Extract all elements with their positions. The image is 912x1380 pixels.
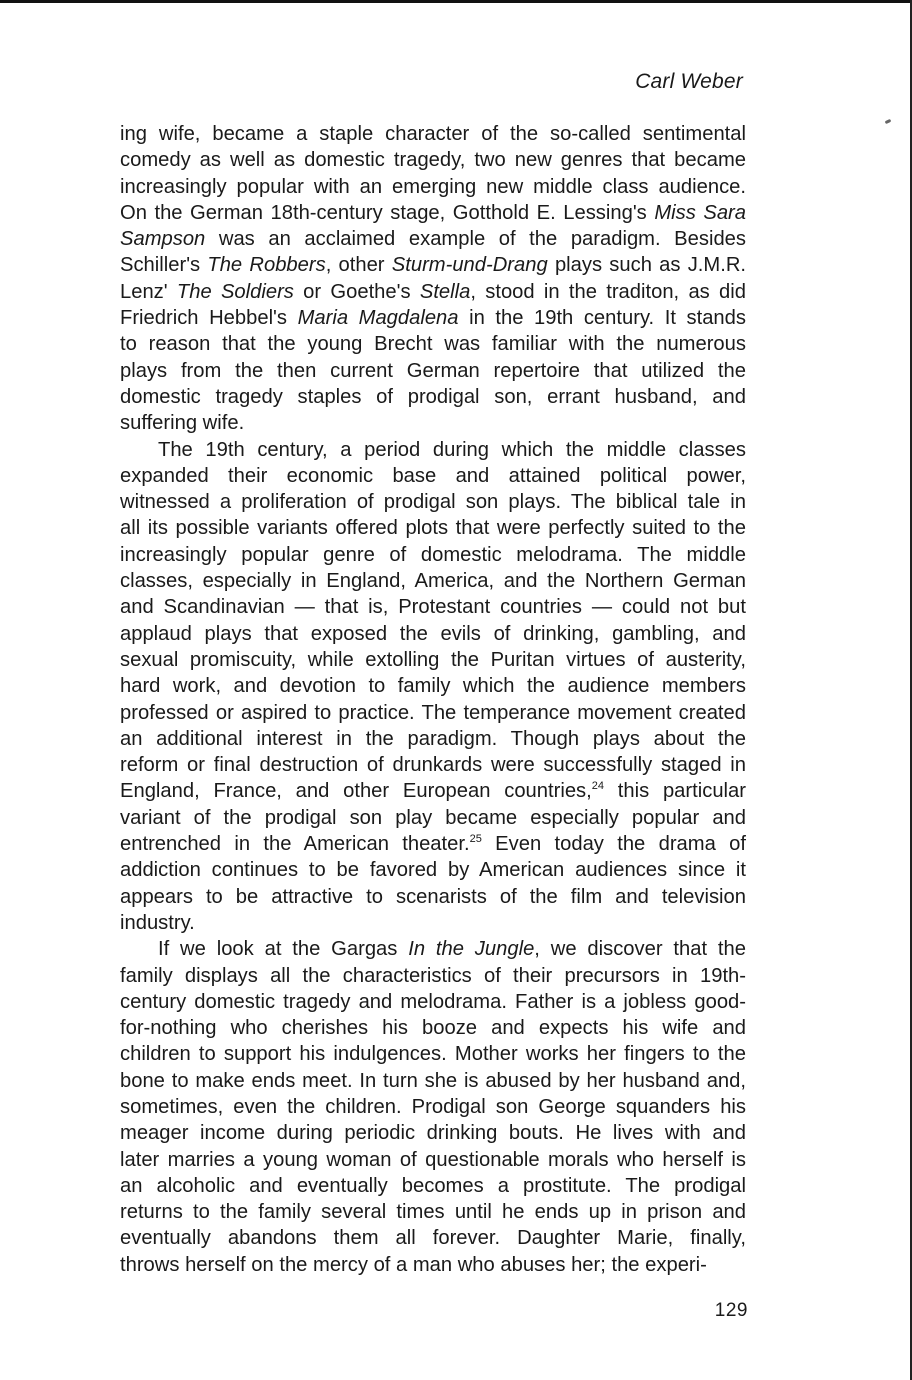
- text-run: century domestic tragedy and melodrama. Father is a jobless good-: [120, 990, 746, 1013]
- page-number: 129: [714, 1300, 748, 1321]
- text-run: family displays all the characteristics of their precursors in 19th-: [120, 964, 746, 987]
- text-run: plays from the then current German repertoire that utilized the: [120, 359, 746, 382]
- running-head-author: Carl Weber: [635, 70, 743, 93]
- italic-title: Stella: [419, 280, 471, 303]
- text-line: [120, 831, 746, 857]
- footnote-marker: 24: [591, 780, 604, 793]
- text-run: The 19th century, a period during which the middle classes: [158, 438, 746, 461]
- text-run: Schiller's: [120, 254, 208, 277]
- text-line: [120, 489, 746, 515]
- text-run: children to support his indulgences. Mother works her fingers to the: [120, 1043, 746, 1066]
- text-run: all its possible variants offered plots that were perfectly suited to the: [120, 517, 746, 540]
- text-line: [120, 857, 746, 883]
- text-run: eventually abandons them all forever. Daughter Marie, finally,: [120, 1227, 746, 1250]
- text-run: reform or final destruction of drunkards were successfully staged in: [120, 754, 746, 777]
- text-line: [120, 621, 746, 647]
- text-run: Lenz': [120, 280, 177, 303]
- text-run: increasingly popular with an emerging new middle class audience.: [120, 175, 746, 198]
- text-run: later marries a young woman of questionable morals who herself is: [120, 1148, 746, 1171]
- text-run: , we discover that the: [534, 938, 746, 961]
- text-line: [120, 673, 746, 699]
- text-line: [120, 1147, 746, 1173]
- text-run: England, France, and other European countries,: [120, 780, 592, 803]
- text-line: [120, 252, 746, 278]
- text-line: [120, 200, 746, 226]
- paragraph: [120, 121, 746, 437]
- text-run: comedy as well as domestic tragedy, two new genres that became: [120, 149, 746, 172]
- text-line: [120, 226, 746, 252]
- text-run: and Scandinavian — that is, Protestant countries — could not but: [120, 596, 746, 619]
- text-line: [120, 884, 746, 910]
- text-run: domestic tragedy staples of prodigal son, errant husband, and: [120, 385, 746, 408]
- text-line: [120, 305, 746, 331]
- paragraph: [120, 437, 746, 937]
- text-run: professed or aspired to practice. The temperance movement created: [120, 701, 746, 724]
- text-run: to reason that the young Brecht was familiar with the numerous: [120, 333, 746, 356]
- text-line: [120, 279, 746, 305]
- italic-title: The Robbers: [207, 254, 326, 277]
- text-run: or Goethe's: [293, 280, 420, 303]
- scan-speck: [885, 119, 892, 124]
- text-run: variant of the prodigal son play became especially popular and: [120, 806, 746, 829]
- italic-title: In the Jungle: [408, 938, 535, 961]
- text-line: [120, 963, 746, 989]
- text-line: [120, 778, 746, 804]
- text-line: [120, 384, 746, 410]
- text-run: industry.: [120, 911, 195, 934]
- text-run: classes, especially in England, America, and the Northern German: [120, 570, 746, 593]
- text-run: sexual promiscuity, while extolling the Puritan virtues of austerity,: [120, 648, 746, 671]
- text-run: for-nothing who cherishes his booze and expects his wife and: [120, 1017, 746, 1040]
- text-run: was an acclaimed example of the paradigm. Besides: [205, 228, 746, 251]
- text-line: [120, 910, 746, 936]
- text-run: an alcoholic and eventually becomes a prostitute. The prodigal: [120, 1174, 746, 1197]
- italic-title: Miss Sara: [654, 201, 746, 224]
- text-line: [120, 358, 746, 384]
- text-run: Friedrich Hebbel's: [120, 307, 298, 330]
- text-run: ing wife, became a staple character of the so-called sentimental: [120, 123, 746, 145]
- text-line: [120, 1173, 746, 1199]
- text-line: [120, 989, 746, 1015]
- text-line: [120, 726, 746, 752]
- text-line: [120, 174, 746, 200]
- text-run: entrenched in the American theater.: [120, 833, 470, 856]
- text-line: [120, 936, 746, 962]
- text-run: in the 19th century. It stands: [458, 307, 746, 330]
- text-run: , stood in the traditon, as did: [470, 280, 746, 303]
- italic-title: Sturm-und-Drang: [391, 254, 548, 277]
- text-line: [120, 515, 746, 541]
- paragraph: [120, 936, 746, 1278]
- text-run: this particular: [604, 780, 746, 803]
- italic-title: Maria Magdalena: [297, 307, 459, 330]
- text-run: plays such as J.M.R.: [547, 254, 747, 277]
- text-line: [120, 1199, 746, 1225]
- italic-title: Sampson: [120, 228, 206, 251]
- text-line: [120, 1094, 746, 1120]
- text-run: sometimes, even the children. Prodigal son George squanders his: [120, 1095, 746, 1118]
- text-run: expanded their economic base and attained political power,: [120, 464, 746, 487]
- text-run: increasingly popular genre of domestic melodrama. The middle: [120, 543, 746, 566]
- text-run: addiction continues to be favored by American audiences since it: [120, 859, 746, 882]
- italic-title: The Soldiers: [176, 280, 294, 303]
- text-line: [120, 700, 746, 726]
- body-text: [120, 121, 746, 1278]
- text-line: [120, 331, 746, 357]
- text-line: [120, 1120, 746, 1146]
- text-run: appears to be attractive to scenarists of the film and television: [120, 885, 746, 908]
- text-run: meager income during periodic drinking bouts. He lives with and: [120, 1122, 746, 1145]
- text-run: On the German 18th-century stage, Gotthold E. Lessing's: [120, 201, 655, 224]
- text-run: witnessed a proliferation of prodigal son plays. The biblical tale in: [120, 491, 746, 514]
- text-run: applaud plays that exposed the evils of drinking, gambling, and: [120, 622, 746, 645]
- text-line: [120, 410, 746, 436]
- text-run: bone to make ends meet. In turn she is abused by her husband and,: [120, 1069, 746, 1092]
- text-line: [120, 568, 746, 594]
- text-line: [120, 1015, 746, 1041]
- text-line: [120, 437, 746, 463]
- top-border-rule: [0, 0, 912, 3]
- text-line: [120, 752, 746, 778]
- text-line: [120, 542, 746, 568]
- text-run: an additional interest in the paradigm. Though plays about the: [120, 727, 746, 750]
- text-line: [120, 1252, 746, 1278]
- text-run: Even today the drama of: [481, 833, 746, 856]
- text-line: [120, 463, 746, 489]
- text-line: [120, 147, 746, 173]
- text-line: [120, 1068, 746, 1094]
- text-run: , other: [325, 254, 392, 277]
- text-line: [120, 1041, 746, 1067]
- text-run: hard work, and devotion to family which the audience members: [120, 675, 746, 698]
- footnote-marker: 25: [469, 833, 482, 846]
- text-line: [120, 594, 746, 620]
- text-run: suffering wife.: [120, 412, 245, 435]
- text-run: If we look at the Gargas: [158, 938, 409, 961]
- text-line: [120, 805, 746, 831]
- text-line: [120, 1225, 746, 1251]
- text-run: throws herself on the mercy of a man who abuses her; the experi-: [120, 1253, 707, 1276]
- text-run: returns to the family several times until he ends up in prison and: [120, 1201, 746, 1224]
- text-line: [120, 647, 746, 673]
- text-line: [120, 121, 746, 147]
